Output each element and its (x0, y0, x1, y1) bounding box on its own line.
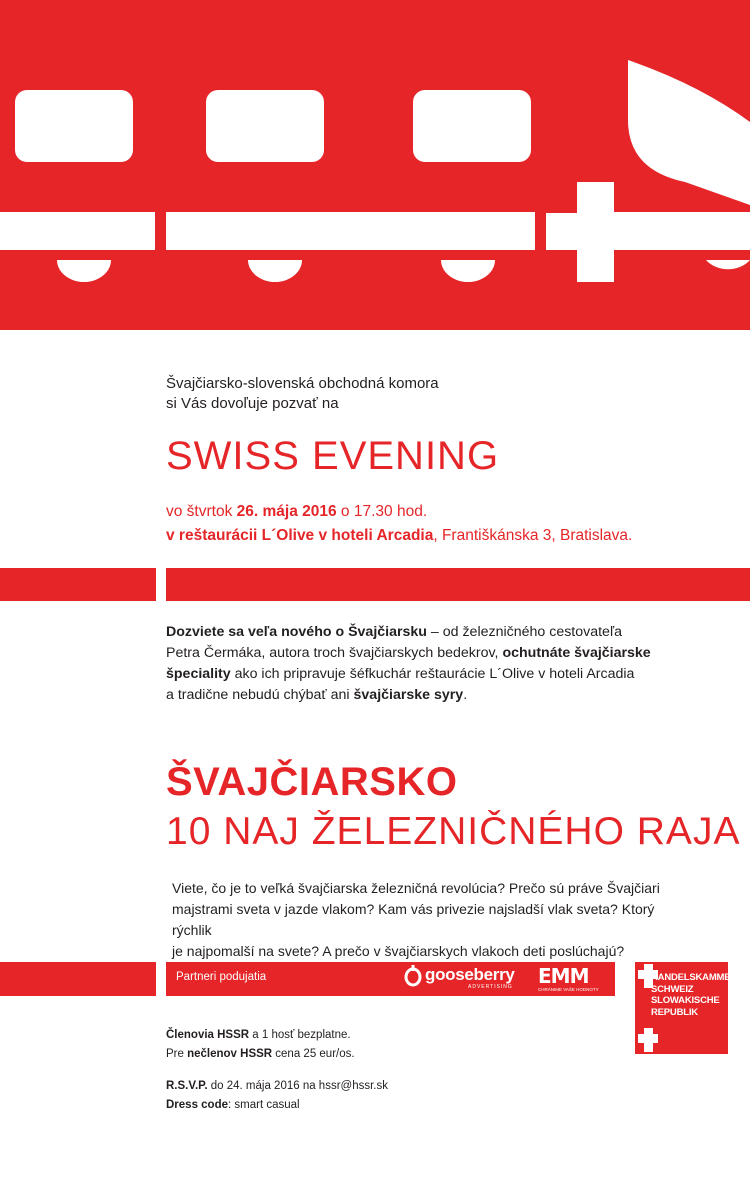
dresscode-text: : smart casual (228, 1099, 300, 1111)
event-description (166, 622, 686, 706)
date-prefix: vo štvrtok (166, 503, 237, 520)
emm-name: EMM (538, 964, 589, 988)
question-line-1: Viete, čo je to veľká švajčiarska železničná revolúcia? Prečo sú práve Švajčiari (172, 880, 660, 896)
desc-bold-2: ochutnáte švajčiarske (502, 645, 651, 661)
desc-end-4: . (463, 687, 468, 703)
chamber-line-1: HANDELSKAMMER (651, 972, 738, 983)
event-venue: v reštaurácii L´Olive v hoteli Arcadia (166, 527, 434, 544)
desc-bold-4: švajčiarske syry (353, 687, 464, 703)
intro-line-2: si Vás dovoľuje pozvať na (166, 395, 339, 412)
partners-band-left (0, 962, 156, 996)
train-illustration (0, 0, 750, 330)
event-title: SWISS EVENING (166, 434, 500, 478)
question-line-2: majstrami sveta v jazde vlakom? Kam vás privezie najsladší vlak sveta? Ktorý rýchlik (172, 901, 655, 938)
members-bold: Členovia HSSR (166, 1029, 250, 1041)
membership-info (166, 1026, 355, 1064)
divider-band-left (0, 568, 156, 601)
train-window-2 (206, 90, 324, 162)
train-window-3 (413, 90, 531, 162)
chamber-logo (635, 962, 738, 1054)
invitation-intro (166, 374, 439, 414)
nonmembers-bold: nečlenov HSSR (187, 1048, 273, 1060)
desc-bold-1: Dozviete sa veľa nového o Švajčiarsku (166, 624, 427, 640)
headline-main: ŠVAJČIARSKO (166, 760, 458, 804)
desc-text-2: Petra Čermáka, autora troch švajčiarskych bedekrov, (166, 645, 503, 661)
chamber-name (651, 972, 737, 1018)
rsvp-bold: R.S.V.P. (166, 1080, 208, 1092)
event-time: o 17.30 hod. (336, 503, 428, 520)
dresscode-bold: Dress code (166, 1099, 229, 1111)
event-address: , Františkánska 3, Bratislava. (433, 527, 633, 544)
emm-subtitle: CHRÁNIME VAŠE HODNOTY (538, 987, 599, 992)
members-text: a 1 hosť bezplatne. (249, 1029, 351, 1041)
train-stripe-mid (166, 212, 535, 250)
chamber-line-2: SCHWEIZ (651, 983, 694, 995)
intro-line-1: Švajčiarsko-slovenská obchodná komora (166, 375, 439, 392)
event-venue-line (166, 524, 632, 548)
divider-band-right (166, 568, 750, 601)
desc-text-1: – od železničného cestovateľa (426, 624, 622, 640)
partners-label: Partneri podujatia (176, 971, 267, 983)
event-when-where (166, 500, 632, 548)
chamber-line-4: REPUBLIK (651, 1006, 698, 1018)
train-stripe-left (0, 212, 155, 250)
desc-text-3: ako ich pripravuje šéfkuchár reštaurácie L´Olive v hoteli Arcadia (230, 666, 635, 682)
event-date-line (166, 500, 632, 524)
headline-sub: 10 NAJ ŽELEZNIČNÉHO RAJA (166, 810, 741, 853)
question-line-3: je najpomalší na svete? A prečo v švajčiarskych vlakoch deti poslúchajú? (172, 943, 625, 959)
event-date: 26. mája 2016 (236, 503, 337, 520)
train-window-1 (15, 90, 133, 162)
gooseberry-name: gooseberry (425, 965, 515, 984)
nonmembers-pre: Pre (166, 1048, 188, 1060)
rsvp-info (166, 1077, 388, 1115)
gooseberry-subtitle: ADVERTISING (468, 984, 513, 990)
chamber-line-3: SLOWAKISCHE (651, 995, 720, 1006)
desc-text-4: a tradične nebudú chýbať ani (166, 687, 354, 703)
desc-bold-3: špeciality (166, 666, 231, 682)
teaser-questions (172, 878, 672, 962)
nonmembers-text: cena 25 eur/os. (272, 1048, 355, 1060)
rsvp-text: do 24. mája 2016 na hssr@hssr.sk (207, 1080, 388, 1092)
gooseberry-icon (404, 965, 422, 987)
